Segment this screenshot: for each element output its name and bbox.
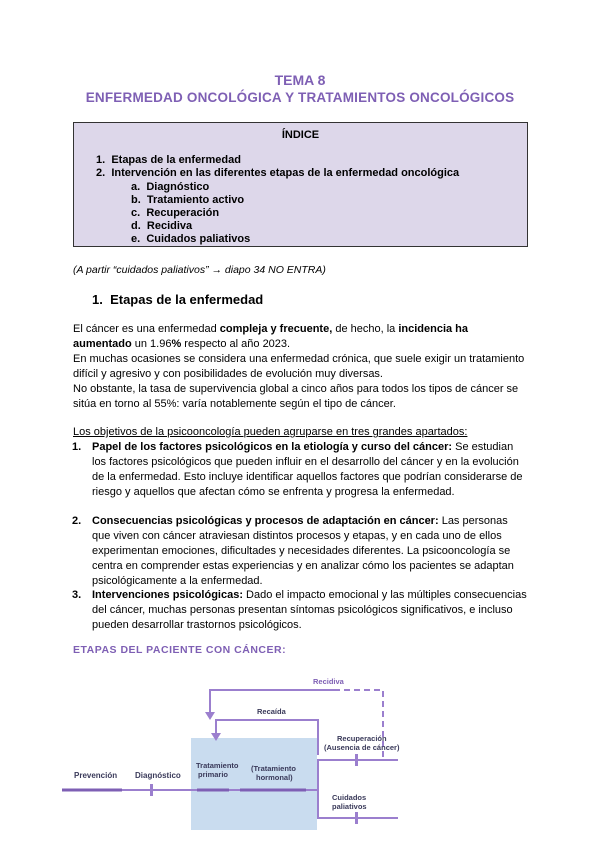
label-prevention: Prevención [74, 771, 118, 780]
diagram-heading: ETAPAS DEL PACIENTE CON CÁNCER: [73, 644, 287, 656]
label-recovery-2: (Ausencia de cáncer) [324, 743, 400, 752]
topic-number: TEMA 8 [274, 72, 326, 88]
index-heading: ÍNDICE [281, 129, 320, 141]
index-box [73, 122, 528, 247]
index-subitem[interactable]: e. Cuidados paliativos [131, 233, 251, 245]
patient-stages-diagram [0, 660, 600, 848]
label-recovery: Recuperación [337, 734, 387, 743]
treatment-zone [191, 738, 317, 830]
index-item[interactable]: 2. Intervención en las diferentes etapas de la enfermedad oncológica [96, 167, 460, 179]
paragraph-incidence: El cáncer es una enfermedad compleja y frecuente, de hecho, la incidencia ha aumentado un 1.96% respecto al año 2023. [73, 323, 469, 350]
tick-palliative [355, 812, 358, 824]
recurrence-arrowhead [205, 712, 215, 720]
label-diagnosis: Diagnóstico [135, 771, 181, 780]
index-subitem[interactable]: c. Recuperación [131, 207, 220, 219]
objective-item: 3. Intervenciones psicológicas: Dado el impacto emocional y las múltiples consecuencias del cáncer, muchas personas presentan síntomas psicológicos significativos, e incluso pueden desarrollar trastornos psicológicos. [72, 589, 527, 631]
label-primary-treatment-2: primario [198, 770, 229, 779]
label-primary-treatment: Tratamiento [196, 761, 239, 770]
label-relapse: Recaída [257, 707, 286, 716]
scope-note: (A partir “cuidados paliativos” → diapo 34 NO ENTRA) [73, 264, 326, 276]
label-hormonal: (Tratamiento [251, 764, 297, 773]
tick-recovery [355, 754, 358, 766]
index-subitem[interactable]: d. Recidiva [131, 220, 193, 232]
index-subitem[interactable]: a. Diagnóstico [131, 181, 210, 193]
page-title: ENFERMEDAD ONCOLÓGICA Y TRATAMIENTOS ONCOLÓGICOS [85, 90, 515, 105]
tick-diagnosis [150, 784, 153, 796]
objective-item: 1. Papel de los factores psicológicos en la etiología y curso del cáncer: Se estudian los factores psicológicos que pueden influir en el desarrollo del cáncer y en la evolución de la enfermedad. Esto incluye identificar aquellos factores que podrían considerarse de riesgo y aquellos que afectan cómo se enfrenta y progresa la enfermedad. [72, 441, 523, 498]
label-hormonal-2: hormonal) [256, 773, 293, 782]
label-palliative-2: paliativos [332, 802, 367, 811]
objective-item: 2. Consecuencias psicológicas y procesos de adaptación en cáncer: Las personas que viven con cáncer atraviesan distintos procesos y etapas, y en cada uno de ellos experimentan emociones, dificultades y necesidades diferentes. La psicooncología se centra en comprender estas experiencias y en analizar cómo los pacientes se adaptan psicológicamente a la enfermedad. [72, 515, 514, 587]
objectives-intro: Los objetivos de la psicooncología pueden agruparse en tres grandes apartados: [73, 426, 468, 438]
label-palliative: Cuidados [332, 793, 367, 802]
index-item[interactable]: 1. Etapas de la enfermedad [96, 154, 241, 166]
paragraph-chronic: En muchas ocasiones se considera una enfermedad crónica, que suele exigir un tratamiento difícil y agresivo y con posibilidades de evolución muy diversas. [73, 353, 525, 380]
index-subitem[interactable]: b. Tratamiento activo [131, 194, 245, 206]
paragraph-survival: No obstante, la tasa de supervivencia global a cinco años para todos los tipos de cáncer se sitúa en torno al 55%: varía notablemente según el tipo de cáncer. [73, 383, 519, 410]
label-recurrence: Recidiva [313, 677, 344, 686]
section-heading: 1. Etapas de la enfermedad [92, 292, 264, 307]
